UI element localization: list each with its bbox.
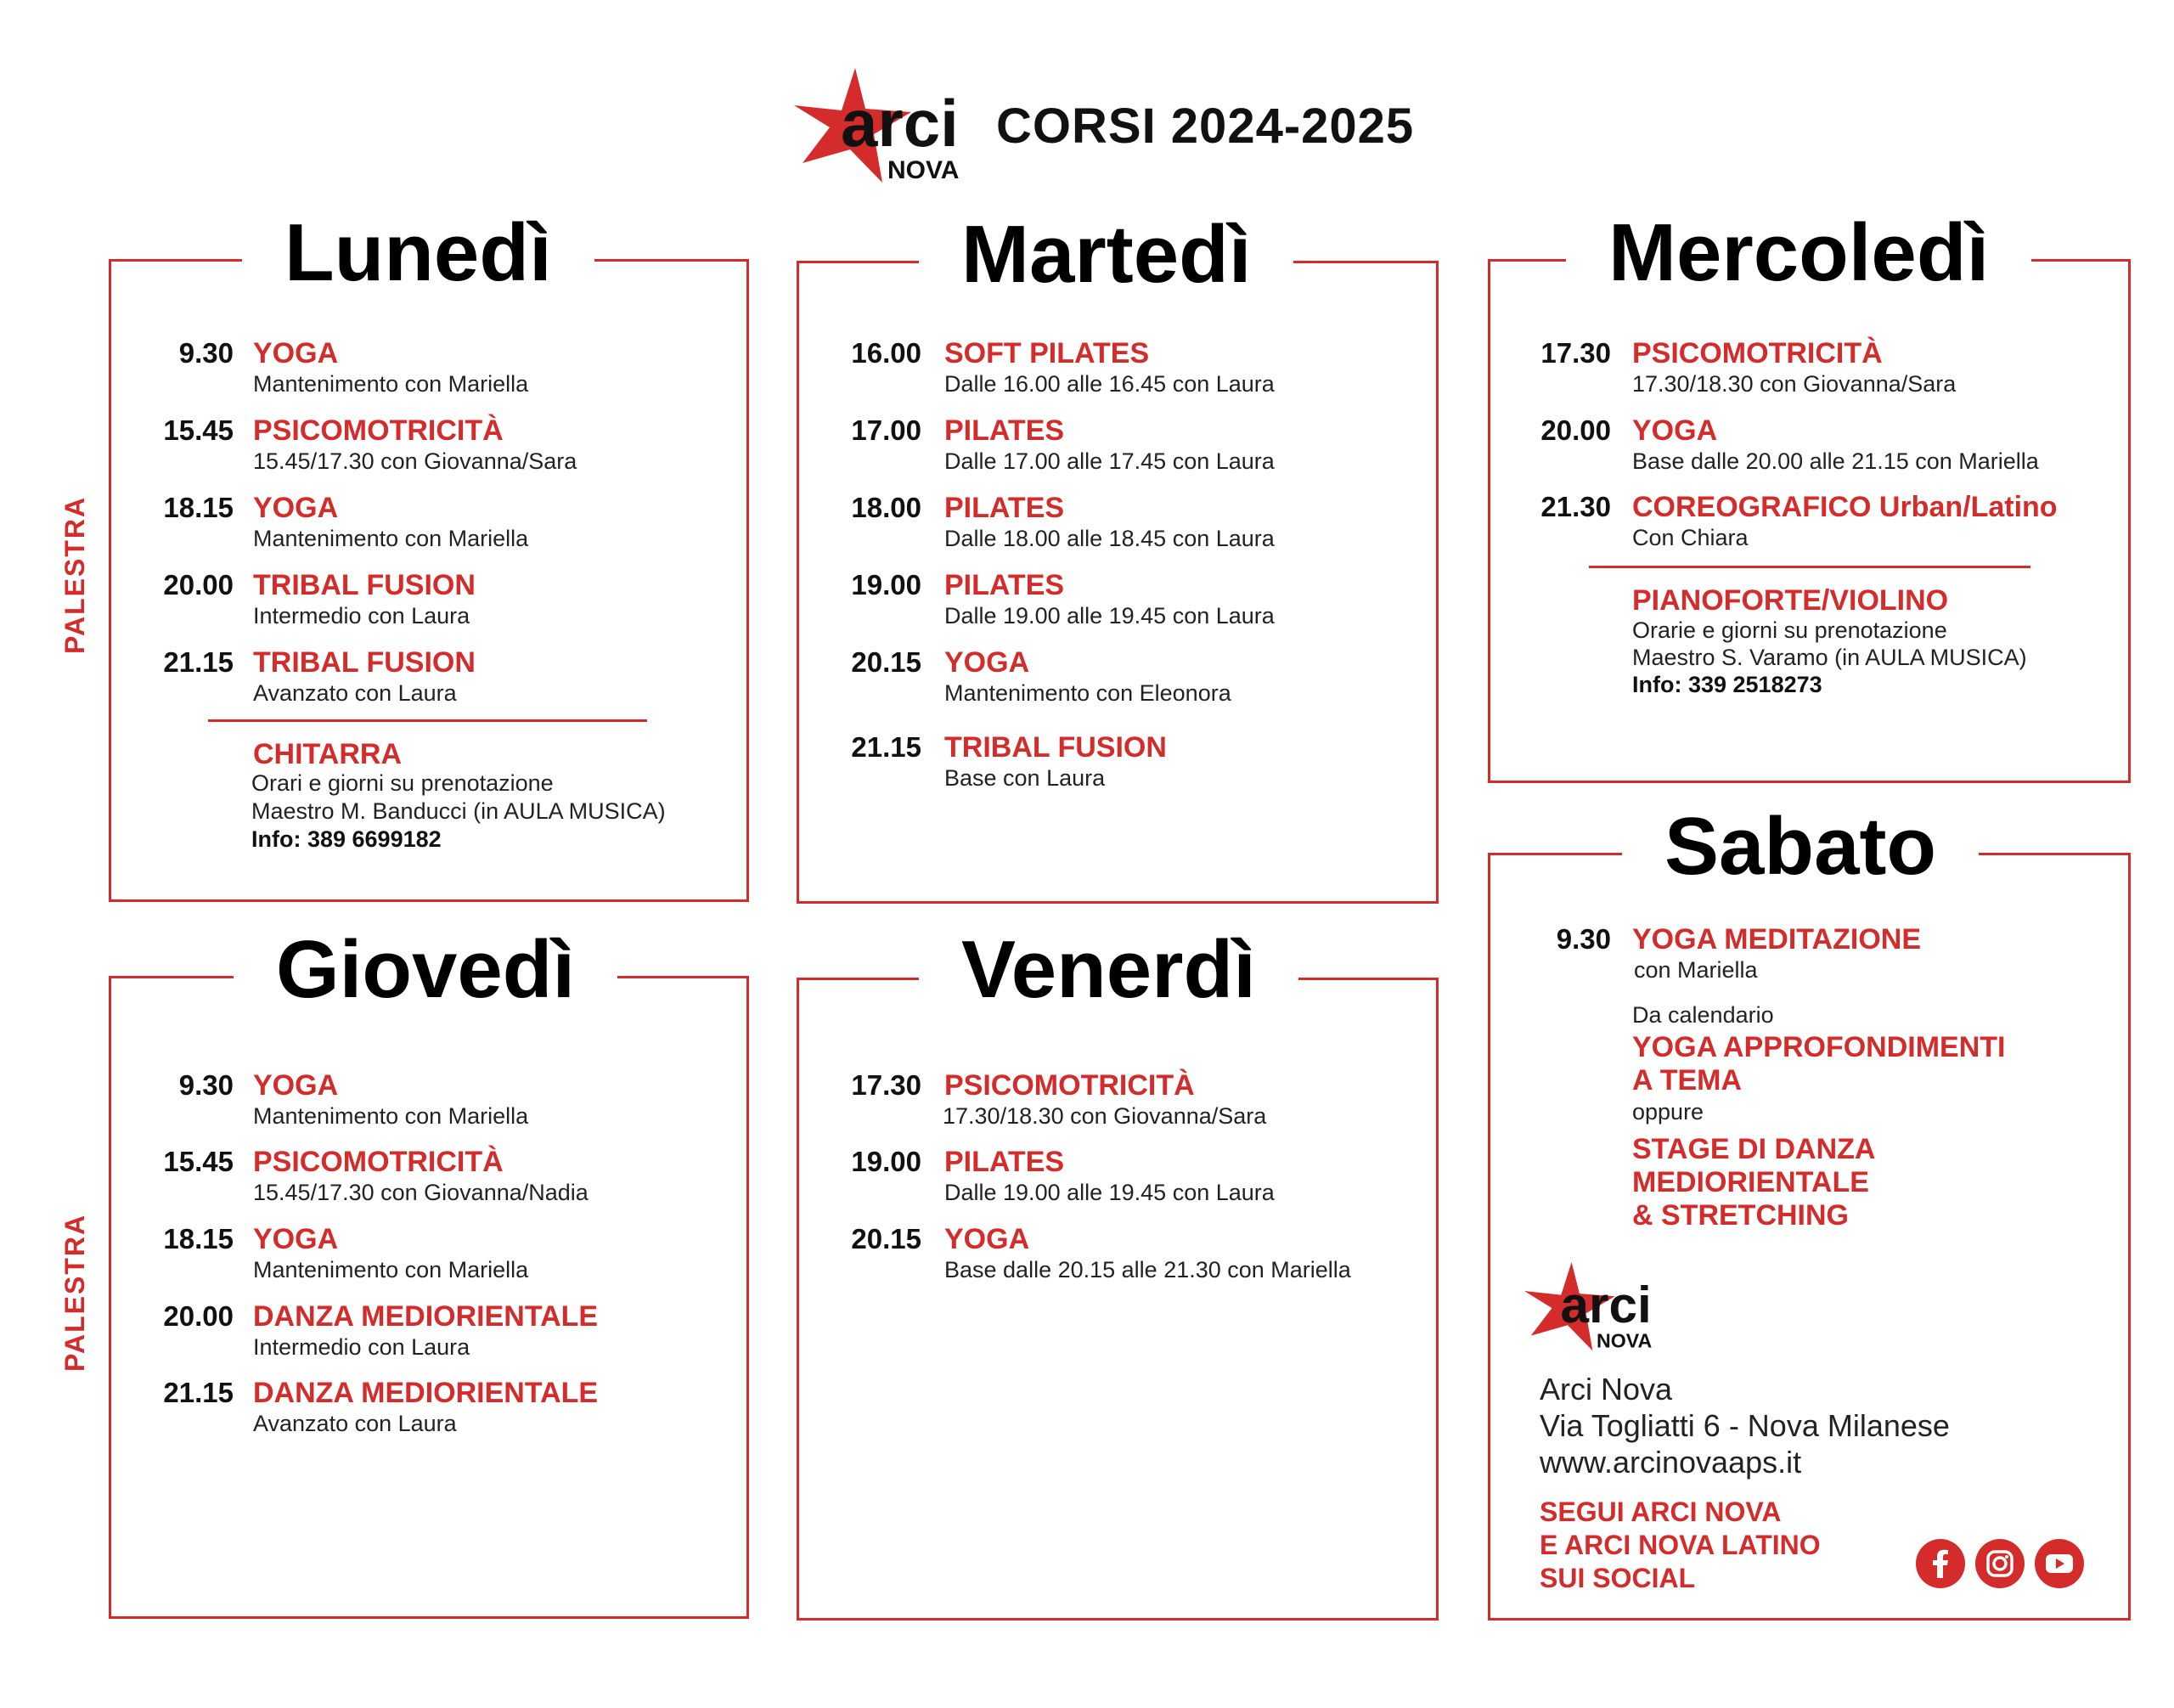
course-detail: Dalle 19.00 alle 19.45 con Laura	[944, 603, 1275, 629]
course-name: YOGA	[253, 1223, 339, 1255]
day-title-sabato: Sabato	[1622, 800, 1979, 893]
course-detail: 15.45/17.30 con Giovanna/Sara	[253, 448, 577, 474]
course-time: 9.30	[178, 1069, 234, 1101]
course-detail: Dalle 19.00 alle 19.45 con Laura	[944, 1180, 1275, 1205]
follow-text: SEGUI ARCI NOVA	[1540, 1497, 1782, 1527]
course-time: 9.30	[178, 337, 234, 369]
course-detail: Dalle 17.00 alle 17.45 con Laura	[944, 448, 1275, 474]
facebook-icon[interactable]	[1916, 1539, 1965, 1588]
day-title-lunedi: Lunedì	[242, 206, 594, 300]
course-name: TRIBAL FUSION	[253, 569, 476, 601]
svg-text:NOVA: NOVA	[1597, 1329, 1653, 1352]
course-name: CHITARRA	[253, 738, 403, 770]
course-name: PSICOMOTRICITÀ	[944, 1069, 1195, 1102]
course-detail: 15.45/17.30 con Giovanna/Nadia	[253, 1180, 589, 1205]
course-info: Info: 339 2518273	[1632, 672, 1822, 697]
course-name: YOGA	[253, 492, 339, 524]
course-detail: Maestro M. Banducci (in AULA MUSICA)	[251, 798, 666, 824]
day-title-martedi: Martedì	[919, 208, 1293, 302]
course-name: DANZA MEDIORIENTALE	[253, 1377, 599, 1409]
course-time: 20.15	[851, 646, 921, 678]
course-detail: 17.30/18.30 con Giovanna/Sara	[1632, 371, 1957, 397]
course-time: 17.30	[851, 1069, 921, 1101]
calendar-label: Da calendario	[1632, 1002, 1774, 1028]
course-time: 21.30	[1540, 491, 1611, 522]
course-detail: Base con Laura	[944, 765, 1106, 791]
instagram-icon[interactable]	[1975, 1539, 2025, 1588]
website-link[interactable]: www.arcinovaaps.it	[1540, 1445, 1802, 1480]
course-detail: con Mariella	[1634, 957, 1758, 983]
divider	[1589, 566, 2030, 568]
course-name: STAGE DI DANZA	[1632, 1133, 1876, 1165]
course-name: SOFT PILATES	[944, 337, 1150, 369]
course-name: PSICOMOTRICITÀ	[253, 414, 504, 447]
course-time: 19.00	[851, 569, 921, 600]
course-name: PSICOMOTRICITÀ	[1632, 337, 1883, 369]
course-info: Info: 389 6699182	[251, 826, 442, 852]
course-name: YOGA	[944, 646, 1030, 679]
address: Via Togliatti 6 - Nova Milanese	[1540, 1408, 1950, 1443]
day-title-mercoledi: Mercoledì	[1566, 206, 2031, 300]
course-name: & STRETCHING	[1632, 1199, 1849, 1232]
or-label: oppure	[1632, 1099, 1704, 1125]
course-detail: Dalle 18.00 alle 18.45 con Laura	[944, 526, 1275, 551]
youtube-icon[interactable]	[2035, 1539, 2084, 1588]
page-title: CORSI 2024-2025	[996, 99, 1415, 154]
course-name: PSICOMOTRICITÀ	[253, 1146, 504, 1178]
course-name: COREOGRAFICO Urban/Latino	[1632, 491, 2058, 523]
course-detail: Orarie e giorni su prenotazione	[1632, 617, 1947, 643]
course-time: 9.30	[1556, 923, 1611, 955]
course-time: 15.45	[163, 1146, 234, 1177]
course-name: MEDIORIENTALE	[1632, 1166, 1869, 1198]
course-time: 20.15	[851, 1223, 921, 1254]
course-name: YOGA MEDITAZIONE	[1632, 923, 1921, 955]
course-name: YOGA	[1632, 414, 1718, 447]
course-time: 18.15	[163, 1223, 234, 1254]
course-detail: Intermedio con Laura	[253, 603, 470, 629]
course-detail: Mantenimento con Mariella	[253, 1103, 529, 1129]
course-detail: Dalle 16.00 alle 16.45 con Laura	[944, 371, 1275, 397]
course-name: YOGA APPROFONDIMENTI	[1632, 1031, 2006, 1063]
course-time: 20.00	[1540, 414, 1611, 446]
day-title-venerdi: Venerdì	[919, 923, 1298, 1017]
course-detail: Maestro S. Varamo (in AULA MUSICA)	[1632, 645, 2027, 670]
course-name: PIANOFORTE/VIOLINO	[1632, 584, 1949, 617]
org-name: Arci Nova	[1540, 1372, 1673, 1406]
course-time: 18.00	[851, 492, 921, 523]
course-time: 19.00	[851, 1146, 921, 1177]
course-time: 21.15	[851, 731, 921, 763]
course-time: 20.00	[163, 569, 234, 600]
course-name: TRIBAL FUSION	[944, 731, 1167, 764]
course-detail: Avanzato con Laura	[253, 680, 457, 706]
arci-nova-logo	[794, 68, 981, 195]
course-name: YOGA	[253, 337, 339, 369]
course-detail: Mantenimento con Mariella	[253, 371, 529, 397]
course-detail: Mantenimento con Eleonora	[944, 680, 1231, 706]
svg-text:arci: arci	[1560, 1276, 1652, 1334]
course-time: 15.45	[163, 414, 234, 446]
course-detail: Orari e giorni su prenotazione	[251, 770, 554, 796]
side-label-palestra: PALESTRA	[59, 1213, 90, 1372]
course-detail: Mantenimento con Mariella	[253, 526, 529, 551]
course-name: PILATES	[944, 569, 1065, 601]
course-detail: Avanzato con Laura	[253, 1411, 457, 1436]
follow-text: E ARCI NOVA LATINO	[1540, 1530, 1821, 1560]
course-name: PILATES	[944, 1146, 1065, 1178]
course-detail: Mantenimento con Mariella	[253, 1257, 529, 1282]
day-title-giovedi: Giovedì	[234, 923, 617, 1017]
course-detail: Intermedio con Laura	[253, 1334, 470, 1360]
course-time: 20.00	[163, 1300, 234, 1332]
divider	[208, 719, 647, 722]
course-time: 21.15	[163, 646, 234, 678]
svg-text:arci: arci	[841, 86, 959, 161]
course-time: 18.15	[163, 492, 234, 523]
course-name: DANZA MEDIORIENTALE	[253, 1300, 599, 1333]
course-name: YOGA	[253, 1069, 339, 1102]
svg-text:NOVA: NOVA	[887, 156, 960, 184]
course-detail: Base dalle 20.15 alle 21.30 con Mariella	[944, 1257, 1351, 1282]
arci-nova-logo	[1524, 1261, 1669, 1361]
course-detail: Con Chiara	[1632, 525, 1749, 550]
course-detail: 17.30/18.30 con Giovanna/Sara	[943, 1103, 1267, 1129]
course-name: PILATES	[944, 492, 1065, 524]
course-time: 21.15	[163, 1377, 234, 1408]
course-time: 17.30	[1540, 337, 1611, 369]
course-time: 17.00	[851, 414, 921, 446]
course-name: TRIBAL FUSION	[253, 646, 476, 679]
course-name: PILATES	[944, 414, 1065, 447]
course-name: A TEMA	[1632, 1064, 1743, 1096]
course-detail: Base dalle 20.00 alle 21.15 con Mariella	[1632, 448, 2039, 474]
side-label-palestra: PALESTRA	[59, 495, 90, 654]
follow-text: SUI SOCIAL	[1540, 1563, 1696, 1593]
course-time: 16.00	[851, 337, 921, 369]
course-name: YOGA	[944, 1223, 1030, 1255]
